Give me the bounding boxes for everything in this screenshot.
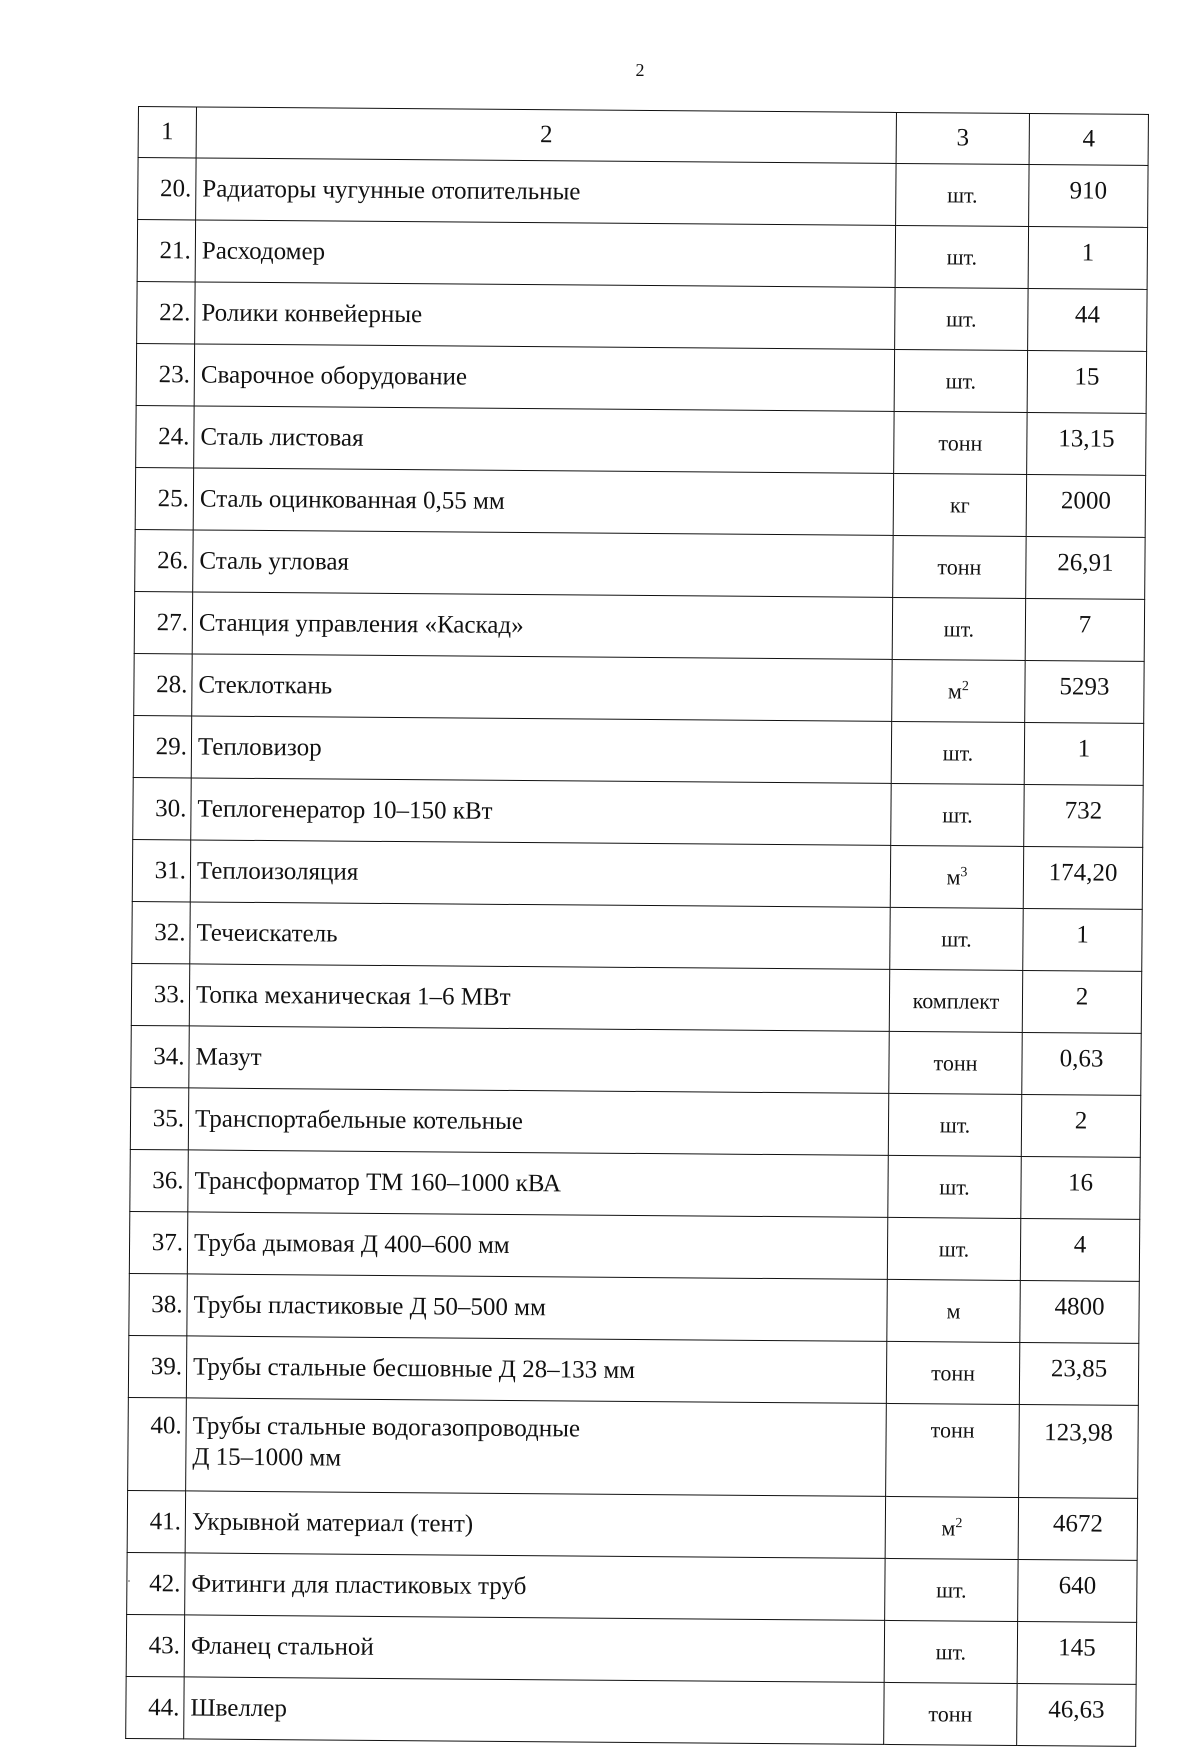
row-quantity-cell: 4800: [1020, 1280, 1139, 1343]
row-name-cell: [186, 1398, 887, 1496]
row-number-cell: 40.: [128, 1397, 187, 1490]
row-number-cell: 29.: [133, 715, 191, 777]
table-row: [132, 901, 1142, 971]
row-unit-cell: [890, 907, 1023, 970]
page-number: 2: [635, 60, 645, 80]
row-number-cell: 35.: [130, 1087, 188, 1149]
table-row: [135, 467, 1145, 537]
row-quantity-cell: 46,63: [1017, 1683, 1136, 1746]
row-name-cell: Мазут: [189, 1026, 889, 1093]
table-row: [134, 591, 1144, 661]
row-unit-cell: [895, 287, 1028, 350]
row-number-cell: 31.: [132, 839, 190, 901]
row-quantity-cell: 26,91: [1026, 536, 1145, 599]
row-unit-text: шт.: [946, 244, 978, 270]
row-unit-cell: [894, 411, 1027, 474]
row-unit-text: шт.: [941, 926, 972, 952]
row-unit-text: м: [946, 1298, 961, 1324]
row-number-cell: 22.: [137, 281, 195, 343]
row-quantity-cell: 123,98: [1019, 1404, 1139, 1498]
row-quantity-cell: 1: [1023, 908, 1142, 971]
row-name-cell: Теплогенератор 10–150 кВт: [191, 778, 891, 845]
row-number-cell: 21.: [137, 220, 195, 282]
row-number-cell: 41.: [127, 1490, 185, 1552]
row-name-cell: Швеллер: [184, 1677, 884, 1744]
row-quantity-cell: 5293: [1025, 660, 1144, 723]
row-quantity-cell: 174,20: [1023, 846, 1142, 909]
row-name-cell: Труба дымовая Д 400–600 мм: [187, 1212, 887, 1279]
row-number-cell: 39.: [128, 1335, 186, 1397]
row-unit-text: шт.: [939, 1174, 970, 1200]
row-unit-text: шт.: [938, 1236, 970, 1262]
row-name-cell: Топка механическая 1–6 МВт: [189, 964, 889, 1031]
row-number-cell: 44.: [126, 1676, 184, 1738]
row-name-cell: Сталь оцинкованная 0,55 мм: [193, 468, 893, 535]
row-quantity-cell: 732: [1024, 784, 1143, 847]
row-unit-text: тонн: [938, 430, 983, 456]
table-row: [137, 281, 1147, 351]
row-number-cell: 42.: [127, 1552, 185, 1614]
row-unit-text: комплект: [912, 987, 1000, 1014]
row-unit-cell: [888, 1093, 1021, 1156]
row-number-cell: 28.: [134, 653, 192, 715]
row-name-cell: Стеклоткань: [192, 654, 892, 721]
row-name-cell: Ролики конвейерные: [195, 282, 895, 349]
row-name-cell: Течеискатель: [190, 902, 890, 969]
row-unit-text: тонн: [931, 1360, 976, 1386]
row-unit-text: тонн: [928, 1701, 973, 1727]
row-unit-text: шт.: [936, 1577, 967, 1603]
row-number-cell: 27.: [134, 591, 192, 653]
row-unit-cell: [886, 1341, 1019, 1404]
row-unit-cell: [889, 969, 1022, 1032]
row-quantity-cell: 0,63: [1022, 1032, 1141, 1095]
row-number-cell: 37.: [129, 1211, 187, 1273]
table-row: [136, 405, 1146, 475]
row-number-cell: 36.: [130, 1149, 188, 1211]
row-unit-superscript: 3: [960, 864, 968, 880]
table-row: [130, 1149, 1140, 1219]
row-name-cell: Трубы стальные бесшовные Д 28–133 мм: [186, 1336, 886, 1403]
row-number-cell: 43.: [126, 1614, 184, 1676]
row-name-cell: Трубы пластиковые Д 50–500 мм: [187, 1274, 887, 1341]
table-row: [135, 529, 1145, 599]
row-name-cell: Сталь угловая: [193, 530, 893, 597]
row-unit-text: кг: [949, 492, 970, 518]
materials-table-container: [125, 106, 1148, 1747]
row-name-cell: Укрывной материал (тент): [185, 1491, 885, 1558]
table-row: [126, 1614, 1136, 1684]
header-cell-number: 1: [138, 107, 196, 158]
row-name-cell: Тепловизор: [191, 716, 891, 783]
row-quantity-cell: 7: [1025, 598, 1144, 661]
row-quantity-cell: 15: [1027, 350, 1146, 413]
table-row: [127, 1552, 1137, 1622]
row-quantity-cell: 910: [1029, 165, 1148, 228]
row-unit-cell: [885, 1558, 1018, 1621]
row-quantity-cell: 13,15: [1027, 412, 1146, 475]
table-row: [133, 777, 1143, 847]
row-unit-superscript: 2: [955, 1515, 963, 1531]
table-header-row: [138, 107, 1148, 166]
row-number-cell: 32.: [132, 901, 190, 963]
row-unit-text: шт.: [942, 740, 974, 766]
row-unit-text: шт.: [947, 182, 978, 208]
row-number-cell: 38.: [129, 1273, 187, 1335]
row-number-cell: 30.: [133, 777, 191, 839]
row-number-cell: 20.: [138, 158, 196, 220]
row-unit-cell: [896, 163, 1029, 226]
table-row: [130, 1087, 1140, 1157]
table-row: [127, 1490, 1137, 1560]
table-row: [129, 1273, 1139, 1343]
table-row: [132, 839, 1142, 909]
row-number-cell: 23.: [136, 343, 194, 405]
row-number-cell: 34.: [131, 1025, 189, 1087]
row-unit-text: шт.: [946, 306, 977, 332]
row-name-cell: Сталь листовая: [194, 406, 894, 473]
header-cell-quantity: 4: [1029, 114, 1148, 166]
row-name-cell: Радиаторы чугунные отопительные: [196, 158, 896, 225]
row-unit-cell: [888, 1155, 1021, 1218]
row-unit-cell: [891, 783, 1024, 846]
table-row: [129, 1211, 1139, 1281]
row-unit-cell: [887, 1279, 1020, 1342]
materials-table: [125, 106, 1149, 1747]
row-number-cell: 26.: [135, 529, 193, 591]
row-unit-cell: [892, 597, 1025, 660]
row-quantity-cell: 1: [1024, 722, 1143, 785]
row-unit-text: шт.: [935, 1639, 967, 1665]
row-name-line1: Трубы стальные водогазопроводные: [192, 1412, 581, 1443]
row-name-cell: Расходомер: [195, 220, 895, 287]
table-row: [136, 343, 1146, 413]
row-name-cell: Транспортабельные котельные: [188, 1088, 888, 1155]
row-name-cell: Фланец стальной: [184, 1615, 884, 1682]
row-name-line2: Д 15–1000 мм: [192, 1443, 342, 1472]
row-quantity-cell: 640: [1018, 1559, 1137, 1622]
row-quantity-cell: 145: [1017, 1621, 1136, 1684]
row-unit-text: шт.: [945, 368, 977, 394]
row-unit-cell: [886, 1403, 1020, 1497]
table-row: [137, 220, 1147, 290]
row-unit-cell: [895, 225, 1028, 288]
row-unit-text: шт.: [939, 1112, 971, 1138]
row-name-cell: Станция управления «Каскад»: [192, 592, 892, 659]
row-unit-cell: [893, 473, 1026, 536]
header-cell-name: 2: [196, 107, 896, 163]
row-quantity-cell: 16: [1021, 1156, 1140, 1219]
row-unit-text: м: [946, 864, 961, 890]
row-unit-cell: [889, 1031, 1022, 1094]
table-row: [131, 963, 1141, 1033]
row-unit-cell: [885, 1496, 1018, 1559]
table-row: [138, 158, 1148, 228]
table-row: [131, 1025, 1141, 1095]
row-name-cell: Сварочное оборудование: [194, 344, 894, 411]
row-unit-cell: [892, 659, 1025, 722]
materials-table-body: [126, 107, 1149, 1747]
row-unit-text: тонн: [937, 554, 982, 580]
header-cell-unit: 3: [896, 112, 1029, 164]
row-unit-text: м: [941, 1515, 956, 1541]
row-number-cell: 25.: [135, 467, 193, 529]
row-unit-text: шт.: [942, 802, 973, 828]
row-quantity-cell: 1: [1028, 226, 1147, 289]
row-quantity-cell: 2: [1022, 970, 1141, 1033]
row-unit-cell: [884, 1620, 1017, 1683]
row-unit-text: тонн: [930, 1417, 975, 1443]
row-quantity-cell: 44: [1028, 288, 1147, 351]
row-name-cell: Фитинги для пластиковых труб: [185, 1553, 885, 1620]
scan-speck: [128, 1580, 130, 1582]
table-row: [128, 1397, 1139, 1498]
row-unit-cell: [893, 535, 1026, 598]
table-row: [128, 1335, 1138, 1405]
row-unit-cell: [890, 845, 1023, 908]
row-number-cell: 33.: [131, 963, 189, 1025]
row-unit-text: шт.: [943, 616, 975, 642]
row-quantity-cell: 23,85: [1019, 1342, 1138, 1405]
row-name-cell: Трансформатор ТМ 160–1000 кВА: [188, 1150, 888, 1217]
row-unit-cell: [891, 721, 1024, 784]
row-number-cell: 24.: [136, 405, 194, 467]
row-unit-cell: [887, 1217, 1020, 1280]
row-unit-text: тонн: [933, 1050, 978, 1076]
row-quantity-cell: 2000: [1026, 474, 1145, 537]
row-quantity-cell: 4: [1020, 1218, 1139, 1281]
row-unit-cell: [884, 1682, 1017, 1745]
row-quantity-cell: 4672: [1018, 1497, 1137, 1560]
table-row: [126, 1676, 1136, 1746]
row-quantity-cell: 2: [1021, 1094, 1140, 1157]
row-unit-superscript: 2: [961, 678, 969, 694]
row-name-cell: Теплоизоляция: [190, 840, 890, 907]
table-row: [134, 653, 1144, 723]
row-unit-cell: [894, 349, 1027, 412]
table-row: [133, 715, 1143, 785]
row-unit-text: м: [947, 678, 962, 704]
